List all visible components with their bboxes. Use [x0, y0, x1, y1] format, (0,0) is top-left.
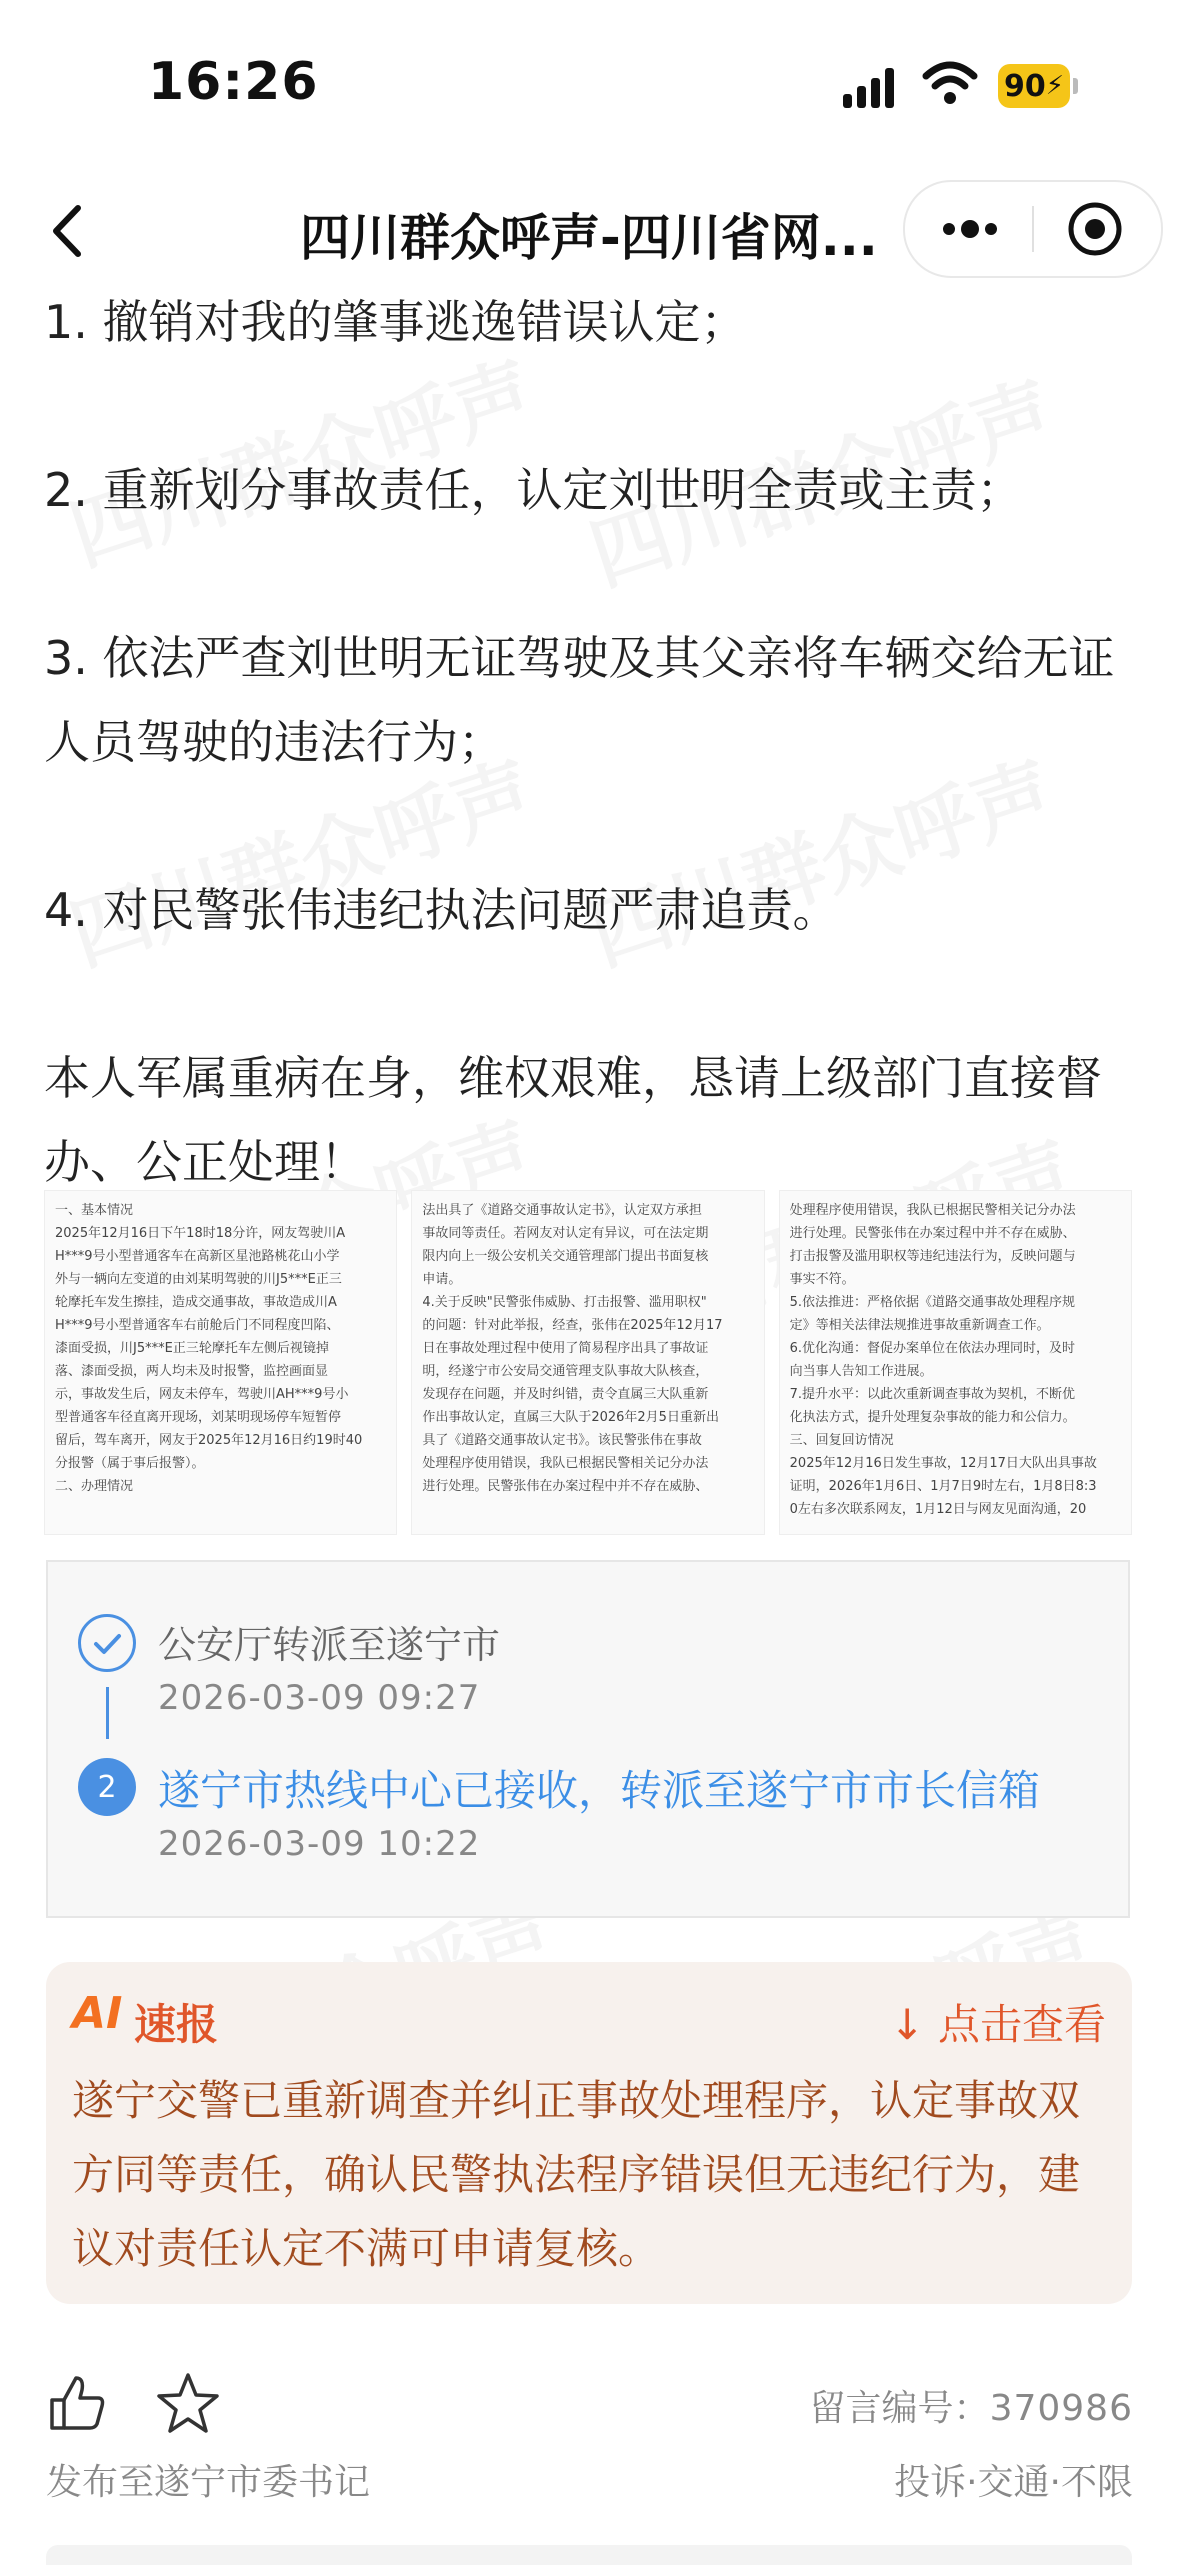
attachment-text-line: 漆面受损，川J5***E正三轮摩托车左侧后视镜掉 [55, 1341, 329, 1356]
attachment-text-line: 二、办理情况 [55, 1479, 134, 1494]
bottom-bar [46, 2545, 1132, 2565]
attachment-text-line: 轮摩托车发生擦挂，造成交通事故，事故造成川A [55, 1295, 337, 1310]
attachment-text-line: 作出事故认定，直属三大队于2026年2月5日重新出 [422, 1410, 719, 1425]
status-bar [0, 0, 1179, 170]
status-time: 16:26 [148, 52, 319, 112]
ai-card-label: 速报 [134, 2000, 219, 2049]
attachment-text-line: 0左右多次联系网友，1月12日与网友见面沟通，20 [789, 1502, 1087, 1517]
attachment-text-line: 进行处理。民警张伟在办案过程中并不存在威胁、 [422, 1479, 709, 1494]
page-title: 四川群众呼声-四川省网... [300, 209, 878, 267]
attachment-text-line: 示，事故发生后，网友未停车，驾驶川AH***9号小 [55, 1387, 349, 1402]
attachment-text-line: 处理程序使用错误，我队已根据民警相关记分办法 [789, 1203, 1076, 1218]
attachment-text-line: 向当事人告知工作进展。 [789, 1364, 933, 1379]
battery-indicator [998, 64, 1070, 108]
attachment-text-line: 型普通客车径直离开现场，刘某明现场停车短暂停 [55, 1410, 342, 1425]
view-details-link[interactable]: ↓ 点击查看 [889, 2000, 1106, 2049]
demand-item: 4. 对民警张伟违纪执法问题严肃追责。 [44, 883, 839, 937]
attachment-text-line: 明，经遂宁市公安局交通管理支队事故大队核查， [422, 1364, 709, 1379]
attachment-gallery [44, 1190, 1132, 1535]
message-number [810, 2380, 1133, 2431]
attachment-text-line: 6.优化沟通：督促办案单位在依法办理同时，及时 [789, 1341, 1076, 1356]
attachment-text-line: 事实不符。 [789, 1272, 855, 1287]
back-arrow-icon[interactable] [40, 196, 100, 266]
miniprogram-capsule [903, 180, 1163, 278]
attachment-text-line: 法出具了《道路交通事故认定书》，认定双方承担 [422, 1203, 702, 1218]
attachment-text-line: 分报警（属于事后报警）。 [55, 1456, 205, 1471]
attachment-text-line: H***9号小型普通客车右前舱后门不同程度凹陷、 [55, 1318, 340, 1333]
demand-item: 2. 重新划分事故责任，认定刘世明全责或主责； [44, 463, 1023, 517]
attachment-text-line: 限内向上一级公安机关交通管理部门提出书面复核 [422, 1249, 709, 1264]
published-to: 发布至遂宁市委书记 [46, 2462, 371, 2503]
attachment-text-line: 7.提升水平：以此次重新调查事故为契机，不断优 [789, 1387, 1076, 1402]
attachment-text-line: 落、漆面受损，两人均未及时报警，监控画面显 [55, 1364, 329, 1379]
attachment-text-line: 2025年12月16日发生事故，12月17日大队出具事故 [789, 1456, 1097, 1471]
ai-logo-icon: AI [72, 1988, 123, 2039]
progress-timeline [46, 1560, 1130, 1918]
attachment-image[interactable] [411, 1190, 764, 1535]
message-number-label: 留言编号： [809, 2388, 990, 2429]
attachment-text-line: 定》等相关法律法规推进事故重新调查工作。 [789, 1318, 1050, 1333]
attachment-text-line: 4.关于反映"民警张伟威胁、打击报警、滥用职权" [422, 1295, 707, 1310]
attachment-image[interactable] [779, 1190, 1132, 1535]
attachment-text-line: 的问题：针对此举报，经查，张伟在2025年12月17 [422, 1318, 723, 1333]
category-tags: 投诉·交通·不限 [894, 2462, 1133, 2503]
check-circle-icon [78, 1614, 136, 1672]
attachment-text-line: 申请。 [422, 1272, 462, 1287]
attachment-text-line: 外与一辆向左变道的由刘某明驾驶的川J5***E正三 [55, 1272, 342, 1287]
battery-tip [1073, 78, 1078, 94]
attachment-text-line: 化执法方式，提升处理复杂事故的能力和公信力。 [789, 1410, 1076, 1425]
attachment-text-line: 处理程序使用错误，我队已根据民警相关记分办法 [422, 1456, 709, 1471]
attachment-text-line: 发现存在问题，并及时纠错，责令直属三大队重新 [422, 1387, 709, 1402]
ai-summary-card [46, 1962, 1132, 2304]
cellular-signal-icon [843, 66, 903, 108]
attachment-text-line: 日在事故处理过程中使用了简易程序出具了事故证 [422, 1341, 709, 1356]
wifi-icon [922, 60, 978, 106]
ai-summary-text: 遂宁交警已重新调查并纠正事故处理程序，认定事故双方同等责任，确认民警执法程序错误但无违纪行为，建议对责任认定不满可申请复核。 [72, 2076, 1081, 2273]
timeline-step-number: 2 [78, 1758, 136, 1816]
attachment-text-line: 打击报警及滥用职权等违纪违法行为，反映问题与 [789, 1249, 1076, 1264]
attachment-text-line: 证明，2026年1月6日、1月7日9时左右，1月8日8:3 [789, 1479, 1097, 1494]
battery-level: 90 [1003, 68, 1046, 104]
attachment-text-line: 事故同等责任。若网友对认定有异议，可在法定期 [422, 1226, 709, 1241]
timeline-connector [106, 1687, 109, 1739]
closing-statement: 本人军属重病在身，维权艰难，恳请上级部门直接督办、公正处理！ [44, 1051, 1102, 1189]
attachment-text-line: 5.依法推进：严格依据《道路交通事故处理程序规 [789, 1295, 1076, 1310]
attachment-text-line: 具了《道路交通事故认定书》。该民警张伟在事故 [422, 1433, 702, 1448]
attachment-text-line: H***9号小型普通客车在高新区星池路桃花山小学 [55, 1249, 340, 1264]
timeline-step-title: 遂宁市热线中心已接收，转派至遂宁市市长信箱 [158, 1766, 1041, 1815]
demand-item: 1. 撤销对我的肇事逃逸错误认定； [44, 295, 747, 349]
attachment-image[interactable] [44, 1190, 397, 1535]
timeline-step-title: 公安厅转派至遂宁市 [158, 1623, 501, 1667]
demand-item: 3. 依法严查刘世明无证驾驶及其父亲将车辆交给无证人员驾驶的违法行为； [44, 631, 1115, 769]
nav-bar [0, 170, 1179, 290]
capsule-divider [1032, 206, 1034, 252]
more-dots-icon[interactable] [935, 204, 1005, 254]
timeline-step-date: 2026-03-09 09:27 [158, 1678, 481, 1718]
close-miniprogram-icon[interactable] [1065, 199, 1125, 259]
charging-bolt-icon: ⚡ [1045, 71, 1064, 101]
attachment-text-line: 一、基本情况 [55, 1203, 134, 1218]
timeline-step-date: 2026-03-09 10:22 [158, 1824, 481, 1864]
article-body [44, 280, 1144, 1204]
attachment-text-line: 三、回复回访情况 [789, 1433, 894, 1448]
message-number-value: 370986 [989, 2388, 1133, 2429]
attachment-text-line: 进行处理。民警张伟在办案过程中并不存在威胁、 [789, 1226, 1076, 1241]
thumbs-up-icon[interactable] [46, 2372, 108, 2434]
favorite-star-icon[interactable] [155, 2370, 221, 2436]
attachment-text-line: 2025年12月16日下午18时18分许，网友驾驶川A [55, 1226, 346, 1241]
attachment-text-line: 留后，驾车离开，网友于2025年12月16日约19时40 [55, 1433, 363, 1448]
